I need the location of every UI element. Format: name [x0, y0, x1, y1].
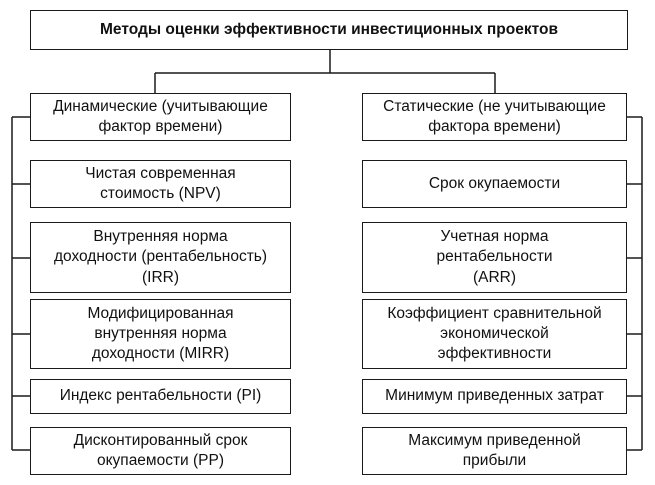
left-item-irr: Внутренняя норма доходности (рентабельность) (IRR) [30, 222, 291, 293]
left-branch-header: Динамические (учитывающие фактор времени) [30, 93, 291, 141]
right-item-payback: Срок окупаемости [362, 160, 627, 208]
right-item-min-costs: Минимум приведенных затрат [362, 379, 627, 414]
diagram-title: Методы оценки эффективности инвестиционных проектов [30, 10, 628, 50]
left-item-npv: Чистая современная стоимость (NPV) [30, 160, 291, 208]
right-branch-header: Статические (не учитывающие фактора времени) [362, 93, 627, 141]
right-item-comparative-efficiency: Коэффициент сравнительной экономической эффективности [362, 299, 627, 369]
left-item-pp: Дисконтированный срок окупаемости (PP) [30, 427, 291, 475]
right-item-arr: Учетная норма рентабельности (ARR) [362, 222, 627, 293]
right-item-max-profit: Максимум приведенной прибыли [362, 427, 627, 475]
left-item-mirr: Модифицированная внутренняя норма доходности (MIRR) [30, 299, 291, 369]
left-item-pi: Индекс рентабельности (PI) [30, 379, 291, 414]
